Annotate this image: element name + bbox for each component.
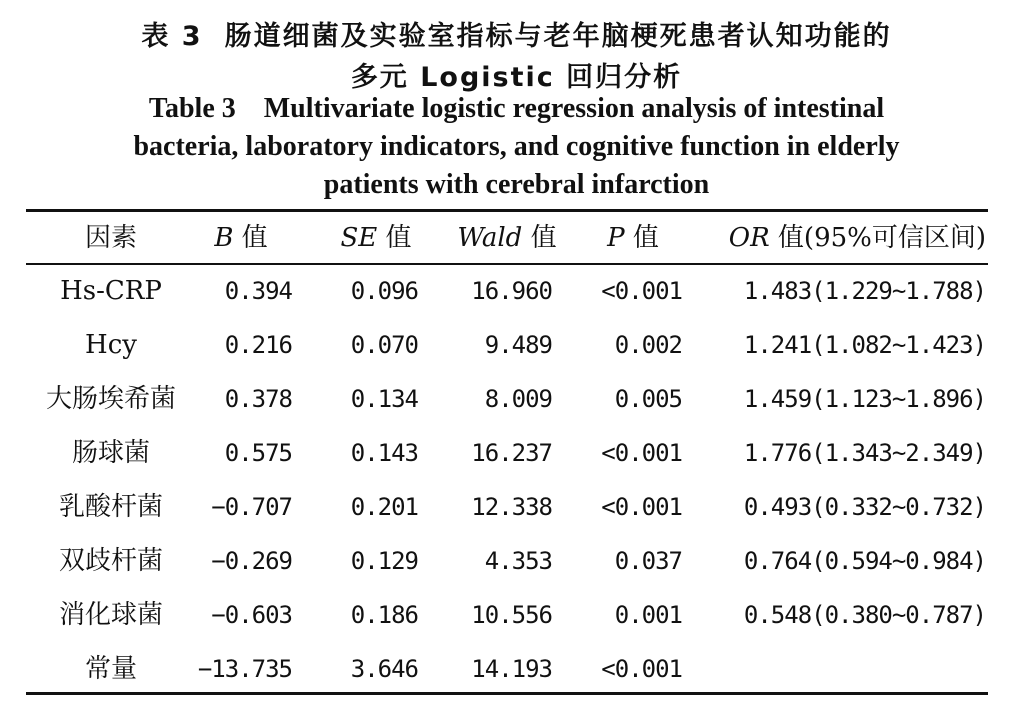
- caption-cn-line2: 多元 Logistic 回归分析: [350, 62, 683, 93]
- cell-p: 0.001: [614, 601, 682, 629]
- cell-b: 0.575: [224, 439, 292, 467]
- cell-b: 0.394: [224, 277, 292, 305]
- cell-b: 0.378: [224, 385, 292, 413]
- cell-se: 3.646: [350, 655, 418, 683]
- cell-or: 1.241(1.082~1.423): [743, 331, 986, 359]
- caption-en-line2: bacteria, laboratory indicators, and cognitive function in elderly: [133, 131, 900, 162]
- cell-b: 0.216: [224, 331, 292, 359]
- header-or-symbol: OR: [728, 223, 770, 253]
- cell-factor: Hs-CRP: [60, 276, 162, 306]
- cell-wald: 8.009: [484, 385, 552, 413]
- cell-wald: 9.489: [484, 331, 552, 359]
- cell-factor: 双歧杆菌: [58, 546, 163, 576]
- table-header-rule: [26, 263, 988, 265]
- header-p: [588, 221, 678, 255]
- header-se-symbol: SE: [340, 223, 378, 253]
- cell-factor: 乳酸杆菌: [58, 492, 163, 522]
- cell-wald: 16.237: [471, 439, 552, 467]
- header-wald-symbol: Wald: [457, 223, 523, 253]
- header-or-suffix: 值(95%可信区间): [769, 223, 986, 253]
- cell-wald: 16.960: [471, 277, 552, 305]
- cell-factor: 消化球菌: [58, 600, 163, 630]
- header-p-suffix: 值: [624, 223, 659, 253]
- caption-cn-line1: [0, 14, 1033, 53]
- header-se: [326, 221, 426, 255]
- cell-wald: 14.193: [471, 655, 552, 683]
- cell-or: 0.764(0.594~0.984): [743, 547, 986, 575]
- cell-p: <0.001: [601, 277, 682, 305]
- cell-factor: 大肠埃希菌: [45, 384, 176, 414]
- table-top-rule: [26, 209, 988, 212]
- cell-se: 0.186: [350, 601, 418, 629]
- cell-or: 0.493(0.332~0.732): [743, 493, 986, 521]
- caption-en-label: Table 3: [148, 93, 236, 124]
- cell-se: 0.201: [350, 493, 418, 521]
- caption-cn-label: 表 3: [141, 21, 203, 52]
- caption-en-line3: patients with cerebral infarction: [323, 169, 710, 200]
- header-b: [190, 221, 292, 255]
- cell-p: <0.001: [601, 655, 682, 683]
- cell-or: 1.776(1.343~2.349): [743, 439, 986, 467]
- cell-or: 1.459(1.123~1.896): [743, 385, 986, 413]
- cell-se: 0.129: [350, 547, 418, 575]
- cell-or: 1.483(1.229~1.788): [743, 277, 986, 305]
- cell-factor: 常量: [84, 654, 137, 684]
- cell-p: 0.037: [614, 547, 682, 575]
- header-wald: [444, 221, 570, 255]
- cell-wald: 10.556: [471, 601, 552, 629]
- cell-b: −0.269: [211, 547, 292, 575]
- cell-b: −0.707: [211, 493, 292, 521]
- caption-en-title: Multivariate logistic regression analysis of intestinal: [263, 93, 885, 124]
- cell-se: 0.070: [350, 331, 418, 359]
- cell-factor: Hcy: [85, 330, 137, 360]
- caption-cn-title: 肠道细菌及实验室指标与老年脑梗死患者认知功能的: [224, 21, 892, 52]
- cell-p: 0.005: [614, 385, 682, 413]
- cell-b: −0.603: [211, 601, 292, 629]
- cell-wald: 12.338: [471, 493, 552, 521]
- cell-b: −13.735: [197, 655, 292, 683]
- cell-factor: 肠球菌: [71, 438, 150, 468]
- header-factor: 因素: [84, 223, 137, 253]
- header-b-symbol: B: [214, 223, 234, 253]
- cell-se: 0.134: [350, 385, 418, 413]
- caption-en-line1: [0, 93, 1033, 125]
- cell-se: 0.143: [350, 439, 418, 467]
- header-b-suffix: 值: [233, 223, 268, 253]
- cell-or: 0.548(0.380~0.787): [743, 601, 986, 629]
- table-bottom-rule: [26, 692, 988, 695]
- header-se-suffix: 值: [377, 223, 412, 253]
- header-or: [700, 221, 986, 255]
- cell-se: 0.096: [350, 277, 418, 305]
- cell-p: 0.002: [614, 331, 682, 359]
- header-wald-suffix: 值: [522, 223, 557, 253]
- header-p-symbol: P: [607, 223, 625, 253]
- cell-p: <0.001: [601, 439, 682, 467]
- cell-wald: 4.353: [484, 547, 552, 575]
- cell-p: <0.001: [601, 493, 682, 521]
